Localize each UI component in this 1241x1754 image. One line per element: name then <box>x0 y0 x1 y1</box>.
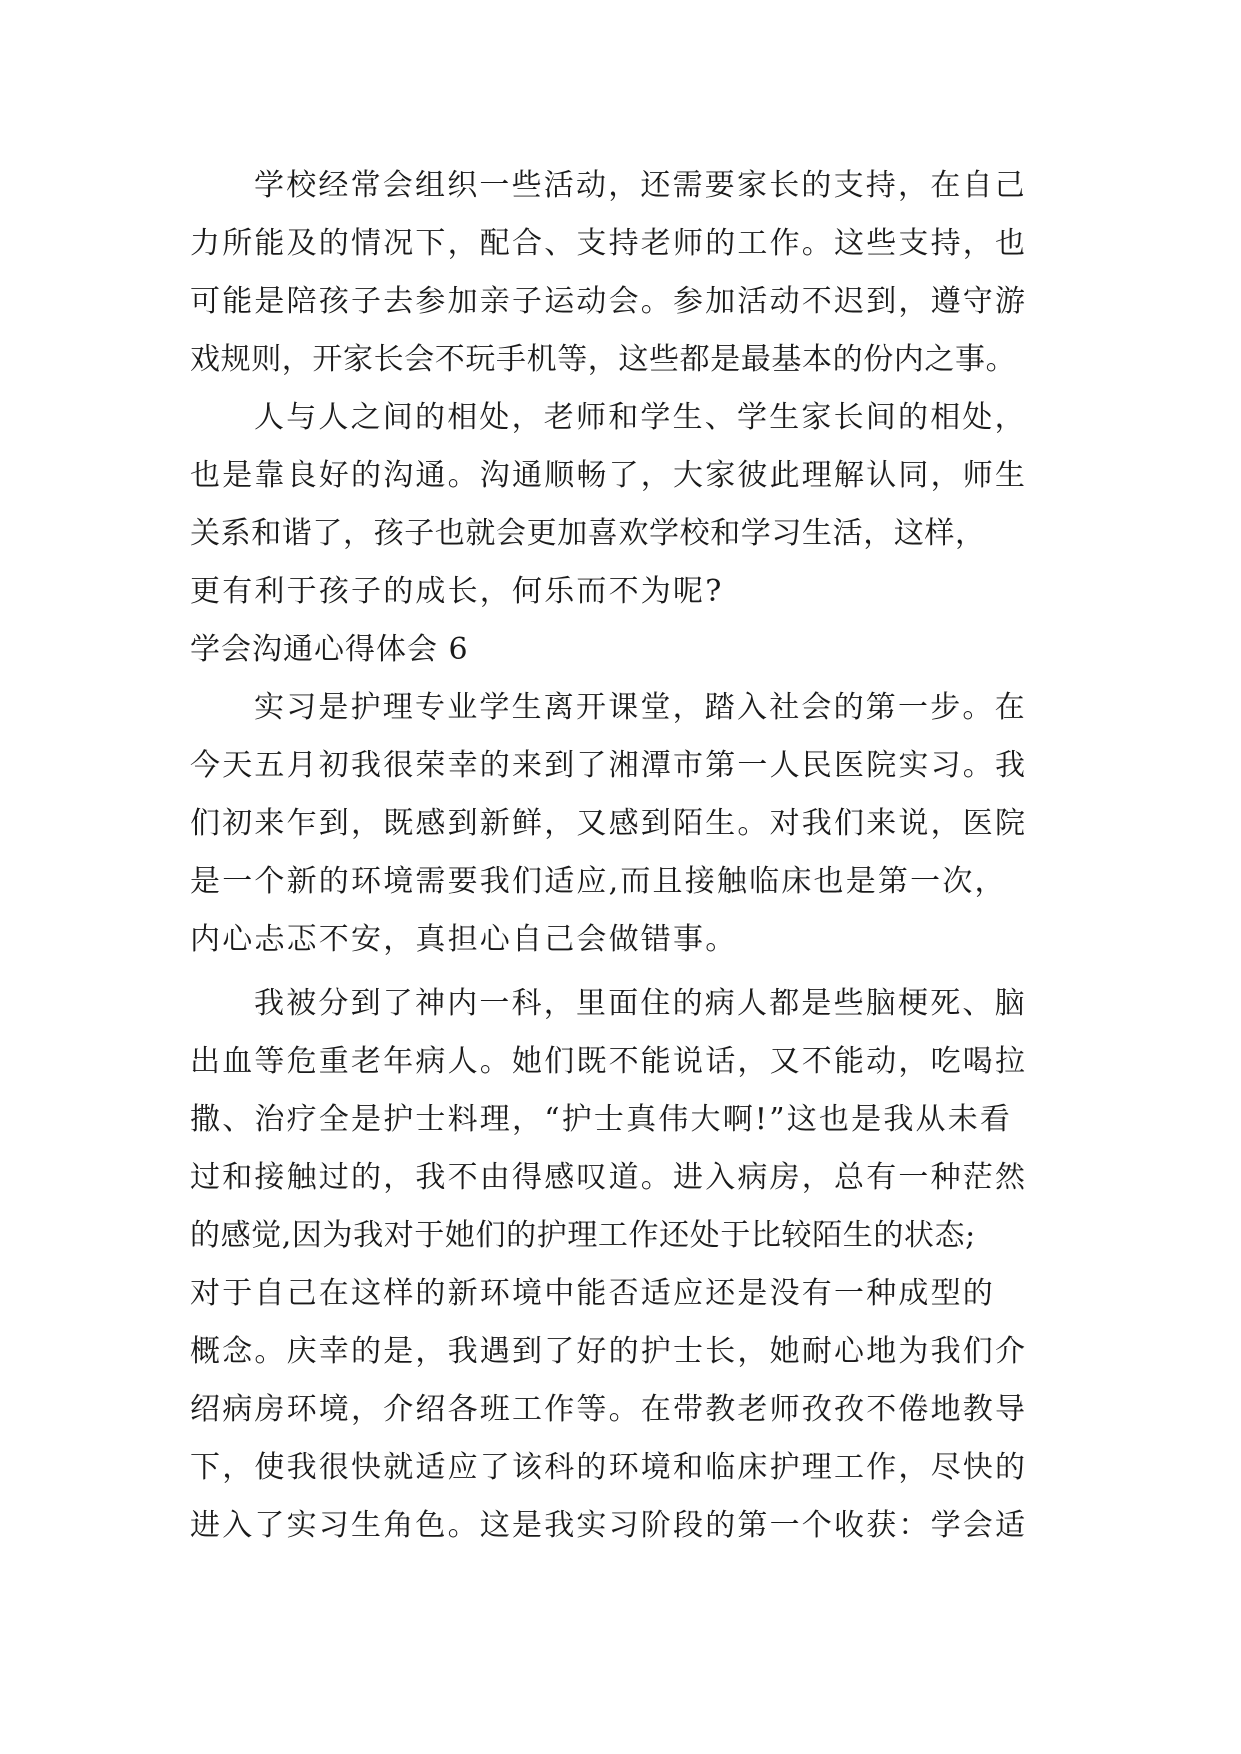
paragraph-line: 人与人之间的相处，老师和学生、学生家长间的相处， <box>254 400 1027 435</box>
paragraph-line: 实习是护理专业学生离开课堂，踏入社会的第一步。在 <box>254 690 1027 725</box>
section-heading: 学会沟通心得体会 6 <box>190 632 469 667</box>
paragraph-line: 也是靠良好的沟通。沟通顺畅了，大家彼此理解认同，师生 <box>190 458 1028 493</box>
paragraph-line: 学校经常会组织一些活动，还需要家长的支持，在自己 <box>254 168 1027 203</box>
paragraph-line: 下，使我很快就适应了该科的环境和临床护理工作，尽快的 <box>190 1450 1028 1485</box>
paragraph-line: 进入了实习生角色。这是我实习阶段的第一个收获：学会适 <box>190 1508 1028 1543</box>
paragraph-line: 对于自己在这样的新环境中能否适应还是没有一种成型的 <box>190 1276 995 1311</box>
paragraph-line: 们初来乍到，既感到新鲜，又感到陌生。对我们来说，医院 <box>190 806 1028 841</box>
paragraph-line: 我被分到了神内一科，里面住的病人都是些脑梗死、脑 <box>254 986 1027 1021</box>
paragraph-line: 内心忐忑不安，真担心自己会做错事。 <box>190 922 738 957</box>
paragraph-line: 力所能及的情况下，配合、支持老师的工作。这些支持，也 <box>190 226 1028 261</box>
paragraph-line: 绍病房环境，介绍各班工作等。在带教老师孜孜不倦地教导 <box>190 1392 1028 1427</box>
paragraph-line: 的感觉,因为我对于她们的护理工作还处于比较陌生的状态; <box>190 1218 976 1253</box>
paragraph-line: 出血等危重老年病人。她们既不能说话，又不能动，吃喝拉 <box>190 1044 1028 1079</box>
paragraph-line: 关系和谐了，孩子也就会更加喜欢学校和学习生活，这样， <box>190 516 986 551</box>
paragraph-line: 概念。庆幸的是，我遇到了好的护士长，她耐心地为我们介 <box>190 1334 1028 1369</box>
paragraph-line: 可能是陪孩子去参加亲子运动会。参加活动不迟到，遵守游 <box>190 284 1028 319</box>
document-page <box>190 0 1060 1754</box>
paragraph-line: 撒、治疗全是护士料理，“护士真伟大啊!”这也是我从未看 <box>190 1102 1013 1137</box>
paragraph-line: 更有利于孩子的成长，何乐而不为呢? <box>190 574 724 609</box>
paragraph-line: 是一个新的环境需要我们适应,而且接触临床也是第一次， <box>190 864 1007 899</box>
paragraph-line: 戏规则，开家长会不玩手机等，这些都是最基本的份内之事。 <box>190 342 1017 377</box>
paragraph-line: 今天五月初我很荣幸的来到了湘潭市第一人民医院实习。我 <box>190 748 1028 783</box>
paragraph-line: 过和接触过的，我不由得感叹道。进入病房，总有一种茫然 <box>190 1160 1028 1195</box>
